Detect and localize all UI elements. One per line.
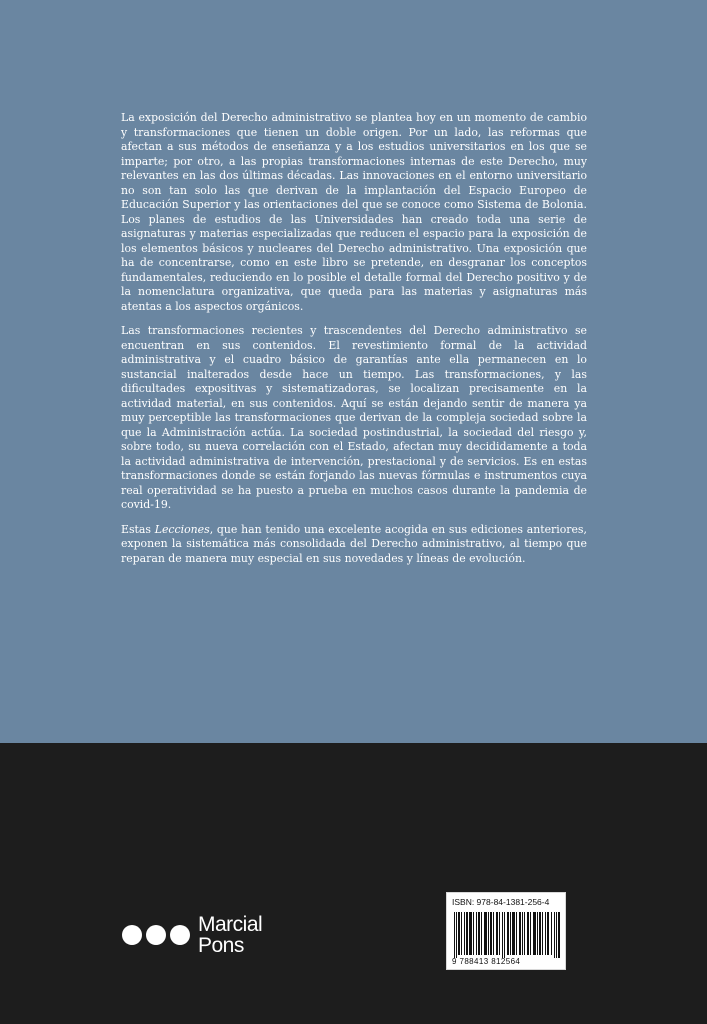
publisher-name-line-2: Pons [198,934,244,957]
publisher-logo [122,910,292,960]
publisher-name-line-1: Marcial [198,913,263,936]
blurb-paragraph-3-suffix: , que han tenido una excelente acogida en sus ediciones anteriores, exponen la sistemática más consolidada del Derecho administrativo, al tiempo que reparan de manera muy especial en sus novedades y líneas de evolución. [121,522,587,565]
logo-circle-icon [122,925,142,945]
isbn-barcode [446,892,566,970]
logo-circle-icon [170,925,190,945]
blurb-paragraph-2: Las transformaciones recientes y trascendentes del Derecho administrativo se encuentran en sus contenidos. El revestimiento formal de la actividad administrativa y el cuadro básico de garantías ante ella permanecen en lo sustancial inalterados desde hace un tiempo. Las transformaciones, y las dificultades expositivas y sistematizadoras, se localizan precisamente en la actividad material, en sus contenidos. Aquí se están dejando sentir de manera ya muy perceptible las transformaciones que derivan de la compleja sociedad sobre la que la Administración actúa. La sociedad postindustrial, la sociedad del riesgo y, sobre todo, su nueva correlación con el Estado, afectan muy decididamente a toda la actividad administrativa de intervención, prestacional y de servicios. Es en estas transformaciones donde se están forjando las nuevas fórmulas e instrumentos cuya real operatividad se ha puesto a prueba en muchos casos durante la pandemia de covid-19. [121,324,587,511]
blurb-paragraph-1: La exposición del Derecho administrativo se plantea hoy en un momento de cambio y transformaciones que tienen un doble origen. Por un lado, las reformas que afectan a sus métodos de enseñanza y a los estudios universitarios en los que se imparte; por otro, a las propias transformaciones internas de este Derecho, muy relevantes en las dos últimas décadas. Las innovaciones en el entorno universitario no son tan solo las que derivan de la implantación del Espacio Europeo de Educación Superior y las orientaciones del que se conoce como Sistema de Bolonia. Los planes de estudios de las Universidades han creado toda una serie de asignaturas y materias especializadas que reducen el espacio para la exposición de los elementos básicos y nucleares del Derecho administrativo. Una exposición que ha de concentrarse, como en este libro se pretende, en desgranar los conceptos fundamentales, reduciendo en lo posible el detalle formal del Derecho positivo y de la nomenclatura organizativa, que queda para las materias y asignaturas más atentas a los aspectos orgánicos. [121,111,587,313]
barcode-number: 9 788413 812564 [452,957,521,966]
isbn-label: ISBN: 978-84-1381-256-4 [452,897,550,907]
cover-bottom-panel [0,743,707,1024]
blurb-paragraph-3-prefix: Estas [121,522,155,536]
publisher-logo-mark [122,925,190,945]
blurb-book-title: Lecciones [154,522,210,536]
blurb-paragraph-3 [121,523,587,567]
publisher-name [198,914,262,956]
logo-circle-icon [146,925,166,945]
barcode-icon [454,912,560,958]
back-cover-blurb [121,111,587,576]
